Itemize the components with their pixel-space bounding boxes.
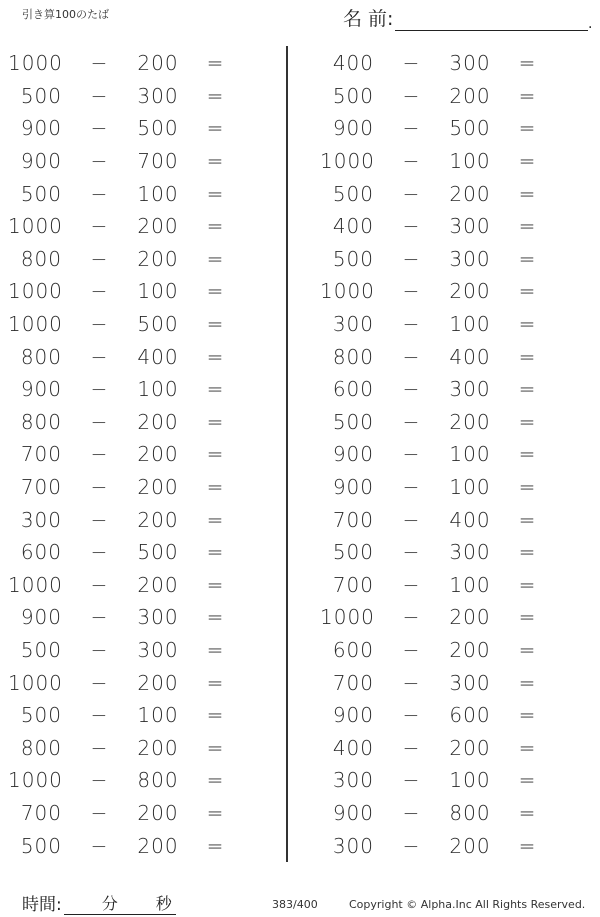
- minuend: 700: [20, 442, 62, 467]
- minus-sign: −: [90, 540, 108, 565]
- problem-row: [8, 145, 250, 178]
- problem-row: [8, 275, 250, 308]
- subtrahend: 200: [449, 735, 491, 760]
- problem-row: [8, 210, 250, 243]
- problem-row: [8, 503, 250, 536]
- problem-row: [320, 177, 562, 210]
- minus-sign: −: [402, 572, 420, 597]
- minuend: 1000: [8, 768, 63, 793]
- minus-sign: −: [90, 181, 108, 206]
- minus-sign: −: [402, 344, 420, 369]
- problem-row: [320, 80, 562, 113]
- problem-row: [8, 406, 250, 439]
- problem-row: [8, 634, 250, 667]
- subtrahend: 800: [449, 800, 491, 825]
- equals-sign: =: [206, 409, 224, 434]
- name-end-dot: .: [588, 16, 593, 32]
- subtrahend: 300: [449, 246, 491, 271]
- subtrahend: 100: [449, 149, 491, 174]
- right-problem-column: [320, 47, 562, 862]
- minus-sign: −: [402, 149, 420, 174]
- minus-sign: −: [402, 246, 420, 271]
- minus-sign: −: [402, 409, 420, 434]
- equals-sign: =: [206, 800, 224, 825]
- subtrahend: 300: [137, 637, 179, 662]
- subtrahend: 300: [449, 540, 491, 565]
- problem-row: [8, 243, 250, 276]
- problem-row: [320, 308, 562, 341]
- minuend: 1000: [320, 605, 375, 630]
- subtrahend: 200: [449, 833, 491, 858]
- minus-sign: −: [90, 377, 108, 402]
- time-label: 時間:: [22, 895, 62, 915]
- minuend: 900: [332, 703, 374, 728]
- minus-sign: −: [90, 312, 108, 337]
- equals-sign: =: [206, 344, 224, 369]
- equals-sign: =: [206, 540, 224, 565]
- minus-sign: −: [402, 768, 420, 793]
- minus-sign: −: [402, 540, 420, 565]
- subtrahend: 100: [137, 377, 179, 402]
- worksheet-title: 引き算100のたば: [22, 8, 109, 21]
- minuend: 1000: [320, 149, 375, 174]
- subtrahend: 400: [449, 344, 491, 369]
- problem-row: [8, 601, 250, 634]
- equals-sign: =: [206, 51, 224, 76]
- equals-sign: =: [206, 637, 224, 662]
- minus-sign: −: [90, 768, 108, 793]
- minuend: 900: [20, 116, 62, 141]
- equals-sign: =: [206, 833, 224, 858]
- minus-sign: −: [90, 344, 108, 369]
- seconds-unit: 秒: [155, 894, 172, 913]
- subtrahend: 800: [137, 768, 179, 793]
- minus-sign: −: [402, 116, 420, 141]
- subtrahend: 100: [137, 279, 179, 304]
- equals-sign: =: [206, 279, 224, 304]
- subtrahend: 100: [449, 442, 491, 467]
- minus-sign: −: [402, 800, 420, 825]
- minuend: 700: [20, 475, 62, 500]
- minuend: 800: [332, 344, 374, 369]
- equals-sign: =: [518, 507, 536, 532]
- minuend: 300: [20, 507, 62, 532]
- subtrahend: 400: [137, 344, 179, 369]
- subtrahend: 100: [449, 475, 491, 500]
- column-divider: [286, 46, 288, 862]
- equals-sign: =: [518, 540, 536, 565]
- subtrahend: 200: [137, 409, 179, 434]
- subtrahend: 200: [449, 605, 491, 630]
- subtrahend: 100: [137, 703, 179, 728]
- minuend: 1000: [8, 51, 63, 76]
- equals-sign: =: [518, 800, 536, 825]
- minus-sign: −: [90, 279, 108, 304]
- minus-sign: −: [402, 279, 420, 304]
- minus-sign: −: [90, 246, 108, 271]
- problem-row: [8, 731, 250, 764]
- subtrahend: 500: [137, 116, 179, 141]
- minuend: 500: [332, 246, 374, 271]
- subtrahend: 200: [137, 507, 179, 532]
- page-number: 383/400: [272, 898, 318, 911]
- minus-sign: −: [90, 735, 108, 760]
- minuend: 800: [20, 735, 62, 760]
- subtrahend: 100: [449, 312, 491, 337]
- equals-sign: =: [206, 181, 224, 206]
- minus-sign: −: [90, 51, 108, 76]
- minus-sign: −: [90, 475, 108, 500]
- problem-row: [8, 797, 250, 830]
- time-blank[interactable]: [64, 894, 176, 915]
- subtrahend: 300: [449, 51, 491, 76]
- minuend: 900: [332, 475, 374, 500]
- minuend: 500: [20, 83, 62, 108]
- problem-row: [8, 340, 250, 373]
- minus-sign: −: [90, 670, 108, 695]
- minus-sign: −: [402, 735, 420, 760]
- minus-sign: −: [402, 377, 420, 402]
- minus-sign: −: [402, 670, 420, 695]
- minus-sign: −: [90, 442, 108, 467]
- minuend: 500: [20, 181, 62, 206]
- problem-row: [8, 373, 250, 406]
- problem-row: [8, 177, 250, 210]
- minuend: 900: [20, 605, 62, 630]
- equals-sign: =: [518, 214, 536, 239]
- minuend: 500: [332, 83, 374, 108]
- problem-row: [320, 112, 562, 145]
- minuend: 500: [20, 637, 62, 662]
- minuend: 400: [332, 735, 374, 760]
- subtrahend: 100: [449, 572, 491, 597]
- minus-sign: −: [90, 214, 108, 239]
- minus-sign: −: [90, 149, 108, 174]
- equals-sign: =: [518, 377, 536, 402]
- equals-sign: =: [206, 442, 224, 467]
- minus-sign: −: [90, 116, 108, 141]
- problem-row: [8, 536, 250, 569]
- equals-sign: =: [206, 768, 224, 793]
- minuend: 500: [332, 540, 374, 565]
- subtrahend: 300: [449, 214, 491, 239]
- problem-row: [8, 438, 250, 471]
- minuend: 1000: [8, 312, 63, 337]
- equals-sign: =: [206, 572, 224, 597]
- equals-sign: =: [206, 605, 224, 630]
- equals-sign: =: [518, 312, 536, 337]
- problem-row: [8, 47, 250, 80]
- equals-sign: =: [518, 246, 536, 271]
- name-field: [343, 4, 593, 32]
- minuend: 800: [20, 246, 62, 271]
- subtrahend: 300: [137, 83, 179, 108]
- subtrahend: 200: [137, 214, 179, 239]
- problem-row: [320, 699, 562, 732]
- subtrahend: 200: [137, 475, 179, 500]
- minuend: 900: [332, 800, 374, 825]
- minuend: 300: [332, 833, 374, 858]
- equals-sign: =: [518, 279, 536, 304]
- problem-row: [320, 471, 562, 504]
- minuend: 300: [332, 312, 374, 337]
- minus-sign: −: [90, 833, 108, 858]
- equals-sign: =: [206, 83, 224, 108]
- problem-row: [320, 243, 562, 276]
- problem-row: [320, 666, 562, 699]
- minus-sign: −: [402, 312, 420, 337]
- equals-sign: =: [518, 572, 536, 597]
- problem-row: [8, 829, 250, 862]
- minus-sign: −: [402, 605, 420, 630]
- problem-row: [320, 503, 562, 536]
- equals-sign: =: [518, 735, 536, 760]
- equals-sign: =: [518, 442, 536, 467]
- equals-sign: =: [518, 703, 536, 728]
- minus-sign: −: [90, 409, 108, 434]
- minuend: 1000: [8, 670, 63, 695]
- subtrahend: 400: [449, 507, 491, 532]
- equals-sign: =: [518, 51, 536, 76]
- problem-row: [8, 80, 250, 113]
- minus-sign: −: [402, 637, 420, 662]
- problem-row: [8, 764, 250, 797]
- copyright-notice: Copyright © Alpha.Inc All Rights Reserved.: [349, 898, 586, 911]
- minus-sign: −: [90, 83, 108, 108]
- equals-sign: =: [206, 670, 224, 695]
- equals-sign: =: [518, 637, 536, 662]
- minuend: 600: [20, 540, 62, 565]
- minuend: 600: [332, 637, 374, 662]
- subtrahend: 700: [137, 149, 179, 174]
- subtrahend: 200: [137, 246, 179, 271]
- problem-row: [320, 829, 562, 862]
- minuend: 900: [332, 116, 374, 141]
- equals-sign: =: [206, 475, 224, 500]
- subtrahend: 200: [137, 800, 179, 825]
- minuend: 1000: [8, 214, 63, 239]
- problem-row: [8, 308, 250, 341]
- equals-sign: =: [518, 475, 536, 500]
- minus-sign: −: [402, 181, 420, 206]
- left-problem-column: [8, 47, 250, 862]
- subtrahend: 200: [137, 442, 179, 467]
- minuend: 500: [20, 703, 62, 728]
- problem-row: [320, 275, 562, 308]
- equals-sign: =: [518, 768, 536, 793]
- equals-sign: =: [206, 149, 224, 174]
- minuend: 400: [332, 51, 374, 76]
- minuend: 700: [332, 507, 374, 532]
- minuend: 1000: [8, 572, 63, 597]
- equals-sign: =: [518, 83, 536, 108]
- minuend: 700: [332, 670, 374, 695]
- problem-row: [320, 406, 562, 439]
- equals-sign: =: [206, 507, 224, 532]
- problem-row: [320, 536, 562, 569]
- problem-row: [320, 764, 562, 797]
- problem-row: [320, 731, 562, 764]
- minutes-unit: 分: [101, 894, 118, 913]
- minus-sign: −: [402, 475, 420, 500]
- equals-sign: =: [206, 246, 224, 271]
- subtrahend: 200: [137, 833, 179, 858]
- minus-sign: −: [90, 572, 108, 597]
- problem-row: [8, 471, 250, 504]
- subtrahend: 100: [449, 768, 491, 793]
- equals-sign: =: [518, 344, 536, 369]
- problem-row: [8, 666, 250, 699]
- time-field: [22, 890, 176, 915]
- subtrahend: 500: [137, 540, 179, 565]
- problem-row: [8, 569, 250, 602]
- name-label: 名 前:: [343, 8, 394, 30]
- name-blank[interactable]: [395, 8, 593, 32]
- problem-row: [320, 634, 562, 667]
- minus-sign: −: [402, 703, 420, 728]
- minuend: 800: [20, 409, 62, 434]
- minus-sign: −: [90, 800, 108, 825]
- problem-row: [8, 112, 250, 145]
- subtrahend: 200: [449, 409, 491, 434]
- equals-sign: =: [206, 214, 224, 239]
- problem-row: [320, 797, 562, 830]
- subtrahend: 500: [137, 312, 179, 337]
- minuend: 1000: [320, 279, 375, 304]
- subtrahend: 600: [449, 703, 491, 728]
- subtrahend: 500: [449, 116, 491, 141]
- minus-sign: −: [402, 442, 420, 467]
- problem-row: [320, 569, 562, 602]
- minuend: 500: [332, 409, 374, 434]
- equals-sign: =: [518, 149, 536, 174]
- equals-sign: =: [206, 735, 224, 760]
- subtrahend: 200: [137, 572, 179, 597]
- equals-sign: =: [206, 116, 224, 141]
- problem-row: [320, 145, 562, 178]
- problem-row: [320, 373, 562, 406]
- minuend: 700: [20, 800, 62, 825]
- minus-sign: −: [402, 51, 420, 76]
- subtrahend: 200: [449, 637, 491, 662]
- subtrahend: 300: [137, 605, 179, 630]
- equals-sign: =: [518, 670, 536, 695]
- minuend: 300: [332, 768, 374, 793]
- equals-sign: =: [206, 312, 224, 337]
- minuend: 1000: [8, 279, 63, 304]
- equals-sign: =: [518, 833, 536, 858]
- minuend: 800: [20, 344, 62, 369]
- equals-sign: =: [206, 377, 224, 402]
- minus-sign: −: [90, 605, 108, 630]
- subtrahend: 200: [449, 83, 491, 108]
- minuend: 400: [332, 214, 374, 239]
- problem-row: [320, 210, 562, 243]
- subtrahend: 200: [137, 51, 179, 76]
- minus-sign: −: [90, 637, 108, 662]
- problem-row: [8, 699, 250, 732]
- equals-sign: =: [518, 409, 536, 434]
- subtrahend: 100: [137, 181, 179, 206]
- subtrahend: 200: [137, 670, 179, 695]
- subtrahend: 200: [137, 735, 179, 760]
- minuend: 900: [20, 377, 62, 402]
- minus-sign: −: [90, 507, 108, 532]
- problem-row: [320, 601, 562, 634]
- minuend: 700: [332, 572, 374, 597]
- minus-sign: −: [402, 83, 420, 108]
- minuend: 500: [20, 833, 62, 858]
- equals-sign: =: [518, 605, 536, 630]
- equals-sign: =: [206, 703, 224, 728]
- minus-sign: −: [402, 214, 420, 239]
- equals-sign: =: [518, 116, 536, 141]
- problem-row: [320, 438, 562, 471]
- problem-row: [320, 47, 562, 80]
- equals-sign: =: [518, 181, 536, 206]
- minuend: 900: [332, 442, 374, 467]
- minuend: 600: [332, 377, 374, 402]
- minus-sign: −: [402, 507, 420, 532]
- subtrahend: 200: [449, 181, 491, 206]
- subtrahend: 300: [449, 670, 491, 695]
- problem-row: [320, 340, 562, 373]
- minuend: 900: [20, 149, 62, 174]
- subtrahend: 300: [449, 377, 491, 402]
- minus-sign: −: [402, 833, 420, 858]
- subtrahend: 200: [449, 279, 491, 304]
- minuend: 500: [332, 181, 374, 206]
- minus-sign: −: [90, 703, 108, 728]
